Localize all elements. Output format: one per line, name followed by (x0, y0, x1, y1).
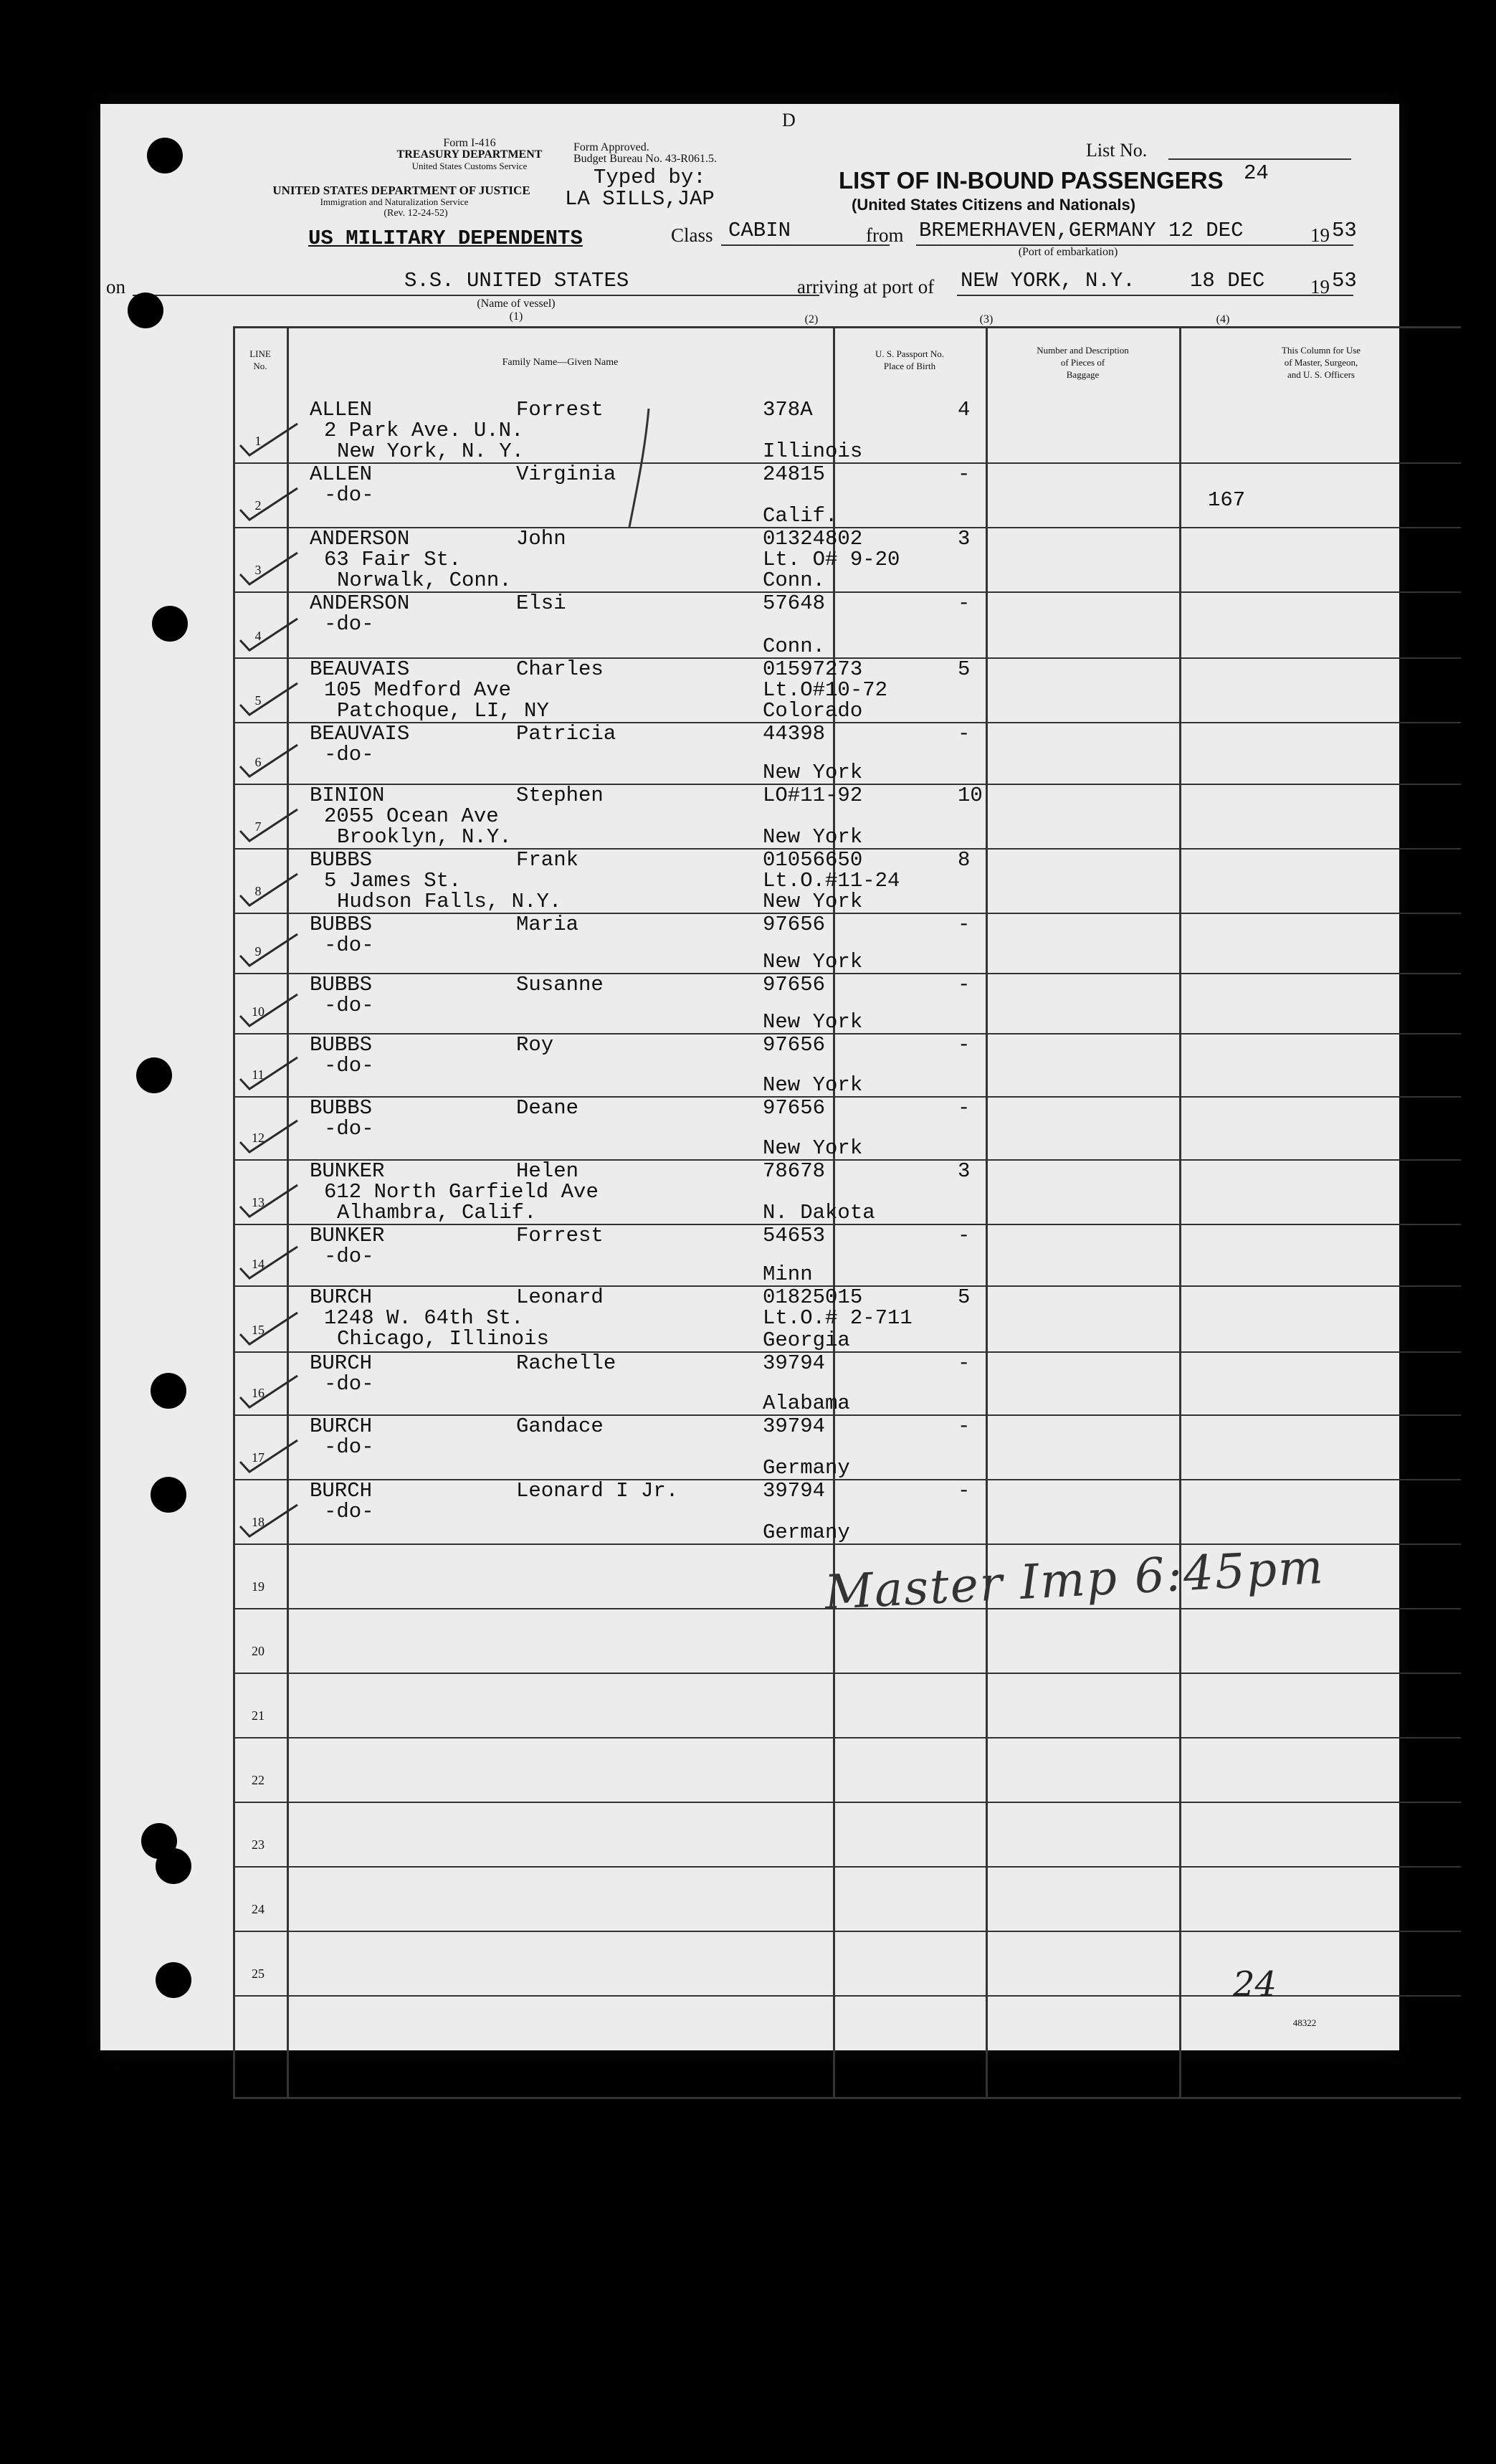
punch-hole-2 (128, 292, 163, 328)
baggage-count: - (958, 462, 971, 486)
list-no-line (1168, 158, 1351, 160)
passenger-given-name: Leonard I Jr. (516, 1479, 679, 1503)
passenger-address-1: -do- (324, 1054, 374, 1078)
passport-number: 01056650 (763, 848, 863, 872)
passport-number: 97656 (763, 1033, 826, 1057)
col-header-officers-3: and U. S. Officers (1287, 369, 1355, 380)
baggage-count: - (958, 1351, 971, 1375)
passenger-family-name: BUBBS (310, 848, 373, 872)
place-of-birth: Conn. (763, 569, 826, 592)
punch-hole-9 (156, 1962, 191, 1998)
passenger-given-name: Maria (516, 913, 579, 936)
passenger-family-name: BUNKER (310, 1224, 385, 1247)
check-mark-icon (237, 739, 301, 782)
place-of-birth: Calif. (763, 504, 838, 528)
passenger-address-1: 1248 W. 64th St. (324, 1306, 524, 1330)
baggage-count: - (958, 1033, 971, 1057)
col-header-passport (835, 348, 984, 372)
passenger-family-name: ANDERSON (310, 591, 410, 615)
form-approved: Form Approved. (573, 141, 649, 153)
row-line-number: 12 (252, 1131, 265, 1145)
col-header-line-1: LINE (249, 348, 271, 359)
punch-hole-6 (151, 1477, 186, 1513)
place-of-birth: New York (763, 761, 863, 784)
form-number: Form I-416 (443, 137, 496, 149)
vessel-line (133, 295, 819, 296)
list-title: LIST OF IN-BOUND PASSENGERS (839, 167, 1224, 194)
passport-number: 54653 (763, 1224, 826, 1247)
passenger-given-name: Forrest (516, 398, 604, 422)
col2-number: (2) (804, 313, 819, 325)
print-code: 48322 (1292, 2017, 1317, 2028)
row-line-number: 11 (252, 1067, 265, 1082)
passenger-address-1: -do- (324, 1435, 374, 1459)
place-of-birth: Germany (763, 1456, 850, 1480)
passport-number: 44398 (763, 722, 826, 746)
baggage-count: 5 (958, 1285, 971, 1309)
col-header-baggage-1: Number and Description (1037, 345, 1129, 356)
passenger-family-name: BURCH (310, 1414, 373, 1438)
check-mark-icon (237, 804, 301, 847)
check-mark-icon (237, 482, 301, 525)
check-mark-icon (237, 1307, 301, 1350)
passenger-address-1: -do- (324, 933, 374, 957)
check-mark-icon (237, 1179, 301, 1222)
passenger-given-name: Roy (516, 1033, 554, 1057)
row-line-number: 22 (252, 1773, 265, 1787)
passenger-family-name: BEAUVAIS (310, 657, 410, 681)
row-divider (233, 1737, 1461, 1738)
place-of-birth: Conn. (763, 634, 826, 658)
manifest-sheet (100, 104, 1399, 2050)
punch-hole-1 (147, 138, 183, 173)
passenger-given-name: Deane (516, 1096, 579, 1120)
passenger-address-2: Hudson Falls, N.Y. (337, 890, 562, 913)
passenger-given-name: Frank (516, 848, 579, 872)
row-line-number: 9 (254, 944, 262, 959)
col-header-line-2: No. (253, 361, 267, 371)
passenger-given-name: Patricia (516, 722, 616, 746)
passport-number: 39794 (763, 1479, 826, 1503)
passenger-address-2: New York, N. Y. (337, 439, 525, 463)
place-of-birth: New York (763, 1010, 863, 1034)
from-year-prefix: 19 (1310, 224, 1330, 246)
row-divider (233, 1931, 1461, 1932)
arrival-port: NEW YORK, N.Y. (961, 269, 1135, 292)
handwritten-signature: Master Imp 6:45pm (823, 1538, 1326, 1621)
row-line-number: 20 (252, 1644, 265, 1658)
passport-note: Lt. O# 9-20 (763, 548, 900, 571)
row-line-number: 1 (254, 434, 262, 448)
passenger-family-name: ALLEN (310, 398, 373, 422)
vessel-name: S.S. UNITED STATES (404, 269, 629, 292)
justice-label: UNITED STATES DEPARTMENT OF JUSTICE (272, 184, 530, 197)
table-top-line (233, 326, 1461, 328)
punch-hole-4 (136, 1057, 172, 1093)
passenger-given-name: Charles (516, 657, 604, 681)
letter-d: D (782, 110, 796, 130)
place-of-birth: Illinois (763, 439, 863, 463)
passenger-given-name: Leonard (516, 1285, 604, 1309)
passport-number: 97656 (763, 973, 826, 996)
passenger-family-name: BUBBS (310, 973, 373, 996)
handwritten-count: 24 (1233, 1964, 1277, 2004)
check-mark-icon (237, 1370, 301, 1413)
baggage-count: 5 (958, 657, 971, 681)
passenger-family-name: BURCH (310, 1351, 373, 1375)
row-line-number: 5 (254, 693, 262, 708)
col-header-baggage (988, 344, 1178, 381)
passenger-address-2: Norwalk, Conn. (337, 569, 512, 592)
check-mark-icon (237, 1241, 301, 1284)
list-no-label: List No. (1086, 140, 1148, 161)
passenger-given-name: Susanne (516, 973, 604, 996)
col3-number: (3) (979, 313, 994, 325)
arrival-date: 18 DEC (1190, 269, 1265, 292)
baggage-count: - (958, 1414, 971, 1438)
col-header-name: Family Name—Given Name (502, 357, 619, 368)
passenger-family-name: BINION (310, 784, 385, 807)
arrival-year: 53 (1332, 269, 1357, 292)
passenger-address-1: -do- (324, 994, 374, 1017)
check-mark-icon (237, 613, 301, 656)
ins-label: Immigration and Naturalization Service (320, 196, 469, 207)
passenger-address-1: -do- (324, 1117, 374, 1141)
passport-number: 01825015 (763, 1285, 863, 1309)
row-line-number: 3 (254, 563, 262, 577)
row-line-number: 23 (252, 1837, 265, 1852)
passenger-address-1: -do- (324, 743, 374, 766)
baggage-count: - (958, 591, 971, 615)
rev-label: (Rev. 12-24-52) (383, 208, 448, 219)
typed-by-label: Typed by: (594, 166, 706, 189)
passenger-given-name: Forrest (516, 1224, 604, 1247)
passenger-address-1: 63 Fair St. (324, 548, 462, 571)
list-subtitle: (United States Citizens and Nationals) (852, 196, 1136, 214)
class-label: Class (671, 224, 713, 246)
check-mark-icon (237, 868, 301, 911)
row-line-number: 8 (254, 884, 262, 898)
passport-number: 39794 (763, 1414, 826, 1438)
row-line-number: 16 (252, 1386, 265, 1400)
place-of-birth: Alabama (763, 1392, 850, 1415)
from-value: BREMERHAVEN,GERMANY 12 DEC (919, 219, 1244, 242)
officer-note: 167 (1208, 488, 1246, 512)
punch-hole-5 (151, 1373, 186, 1409)
place-of-birth: Minn (763, 1262, 813, 1286)
col-header-passport-1: U. S. Passport No. (875, 348, 945, 359)
baggage-count: 4 (958, 398, 971, 422)
passenger-given-name: Gandace (516, 1414, 604, 1438)
row-line-number: 13 (252, 1195, 265, 1209)
col4-number: (4) (1216, 313, 1230, 325)
list-no-value: 24 (1244, 161, 1269, 185)
passport-number: 39794 (763, 1351, 826, 1375)
col-header-line (235, 348, 285, 372)
passenger-family-name: BEAUVAIS (310, 722, 410, 746)
place-of-birth: New York (763, 1073, 863, 1097)
baggage-count: - (958, 973, 971, 996)
passport-note: Lt.O.# 2-711 (763, 1306, 913, 1330)
arrival-year-prefix: 19 (1310, 276, 1330, 298)
check-mark-icon (237, 1435, 301, 1478)
typed-by-value: LA SILLS,JAP (565, 187, 715, 211)
passenger-address-1: 2055 Ocean Ave (324, 804, 499, 828)
passenger-family-name: BUBBS (310, 1033, 373, 1057)
passenger-family-name: ALLEN (310, 462, 373, 486)
passenger-address-1: -do- (324, 1245, 374, 1268)
class-value: CABIN (728, 219, 791, 242)
baggage-count: - (958, 913, 971, 936)
passport-number: 01597273 (763, 657, 863, 681)
passenger-family-name: BUBBS (310, 1096, 373, 1120)
check-mark-icon (237, 677, 301, 720)
col-header-officers-1: This Column for Use (1281, 345, 1361, 356)
passenger-address-2: Alhambra, Calif. (337, 1201, 537, 1224)
passport-number: 57648 (763, 591, 826, 615)
passport-number: 97656 (763, 1096, 826, 1120)
check-mark-icon (237, 1499, 301, 1542)
place-of-birth: New York (763, 1136, 863, 1160)
passenger-family-name: BURCH (310, 1479, 373, 1503)
baggage-count: - (958, 1479, 971, 1503)
row-line-number: 4 (254, 629, 262, 643)
treasury-label: TREASURY DEPARTMENT (396, 148, 543, 161)
passenger-address-1: 105 Medford Ave (324, 678, 512, 702)
passenger-given-name: Virginia (516, 462, 616, 486)
row-line-number: 14 (252, 1257, 265, 1271)
row-line-number: 21 (252, 1708, 265, 1723)
group-name: US MILITARY DEPENDENTS (308, 227, 583, 250)
baggage-count: - (958, 1224, 971, 1247)
passenger-family-name: BUBBS (310, 913, 373, 936)
passenger-given-name: Elsi (516, 591, 566, 615)
row-divider (233, 1802, 1461, 1803)
customs-label: United States Customs Service (411, 161, 528, 171)
passenger-address-2: Brooklyn, N.Y. (337, 825, 512, 849)
row-line-number: 19 (252, 1579, 265, 1594)
punch-hole-3 (152, 606, 188, 642)
row-line-number: 15 (252, 1323, 265, 1337)
passenger-address-1: -do- (324, 483, 374, 507)
port-embark-note: (Port of embarkation) (1018, 246, 1118, 258)
arriving-label: arriving at port of (797, 276, 935, 298)
passenger-given-name: Stephen (516, 784, 604, 807)
passenger-address-1: -do- (324, 1372, 374, 1396)
check-mark-icon (237, 418, 301, 461)
row-line-number: 10 (252, 1004, 265, 1019)
baggage-count: 3 (958, 1159, 971, 1183)
passenger-address-1: -do- (324, 612, 374, 636)
class-line (721, 244, 890, 246)
place-of-birth: New York (763, 950, 863, 974)
row-line-number: 6 (254, 755, 262, 769)
col-header-baggage-3: Baggage (1066, 369, 1100, 380)
passport-number: 97656 (763, 913, 826, 936)
passenger-address-1: 2 Park Ave. U.N. (324, 419, 524, 442)
arrival-line (957, 295, 1353, 296)
from-year: 53 (1332, 219, 1357, 242)
passport-number: 24815 (763, 462, 826, 486)
place-of-birth: Georgia (763, 1328, 850, 1352)
place-of-birth: Germany (763, 1521, 850, 1544)
on-label: on (106, 276, 125, 298)
baggage-count: 3 (958, 527, 971, 551)
place-of-birth: New York (763, 825, 863, 849)
from-label: from (866, 224, 904, 246)
baggage-count: 10 (958, 784, 983, 807)
baggage-count: - (958, 722, 971, 746)
passenger-address-1: -do- (324, 1500, 374, 1523)
place-of-birth: New York (763, 890, 863, 913)
passenger-family-name: ANDERSON (310, 527, 410, 551)
check-mark-icon (237, 1052, 301, 1095)
check-mark-icon (237, 928, 301, 971)
passport-number: 78678 (763, 1159, 826, 1183)
passenger-given-name: John (516, 527, 566, 551)
check-mark-icon (237, 989, 301, 1032)
passenger-family-name: BUNKER (310, 1159, 385, 1183)
check-mark-icon (237, 547, 301, 590)
place-of-birth: N. Dakota (763, 1201, 875, 1224)
passenger-address-1: 5 James St. (324, 869, 462, 893)
passenger-given-name: Rachelle (516, 1351, 616, 1375)
table-bottom-line (233, 2097, 1461, 2099)
passenger-family-name: BURCH (310, 1285, 373, 1309)
baggage-count: 8 (958, 848, 971, 872)
passenger-address-2: Chicago, Illinois (337, 1327, 549, 1351)
col-header-officers-2: of Master, Surgeon, (1284, 357, 1358, 368)
passport-number: 378A (763, 398, 813, 422)
row-line-number: 7 (254, 819, 262, 834)
row-line-number: 2 (254, 498, 262, 513)
passport-number: 01324802 (763, 527, 863, 551)
col1-number: (1) (509, 310, 523, 323)
budget-bureau: Budget Bureau No. 43-R061.5. (573, 153, 717, 165)
row-line-number: 25 (252, 1966, 265, 1981)
col-header-baggage-2: of Pieces of (1060, 357, 1105, 368)
row-line-number: 18 (252, 1515, 265, 1529)
col-header-officers (1181, 344, 1461, 381)
row-line-number: 24 (252, 1902, 265, 1916)
col-header-passport-2: Place of Birth (883, 361, 936, 371)
passport-note: Lt.O.#11-24 (763, 869, 900, 893)
passport-number: LO#11-92 (763, 784, 863, 807)
place-of-birth: Colorado (763, 699, 863, 723)
punch-hole-8 (156, 1848, 191, 1884)
passport-note: Lt.O#10-72 (763, 678, 888, 702)
passenger-address-2: Patchoque, LI, NY (337, 699, 549, 723)
row-divider (233, 1673, 1461, 1674)
passenger-address-1: 612 North Garfield Ave (324, 1180, 599, 1204)
row-divider (233, 1866, 1461, 1868)
vessel-note: (Name of vessel) (477, 298, 556, 310)
passenger-given-name: Helen (516, 1159, 579, 1183)
handwritten-slash-mark (616, 405, 659, 534)
row-line-number: 17 (252, 1450, 265, 1465)
baggage-count: - (958, 1096, 971, 1120)
check-mark-icon (237, 1115, 301, 1158)
